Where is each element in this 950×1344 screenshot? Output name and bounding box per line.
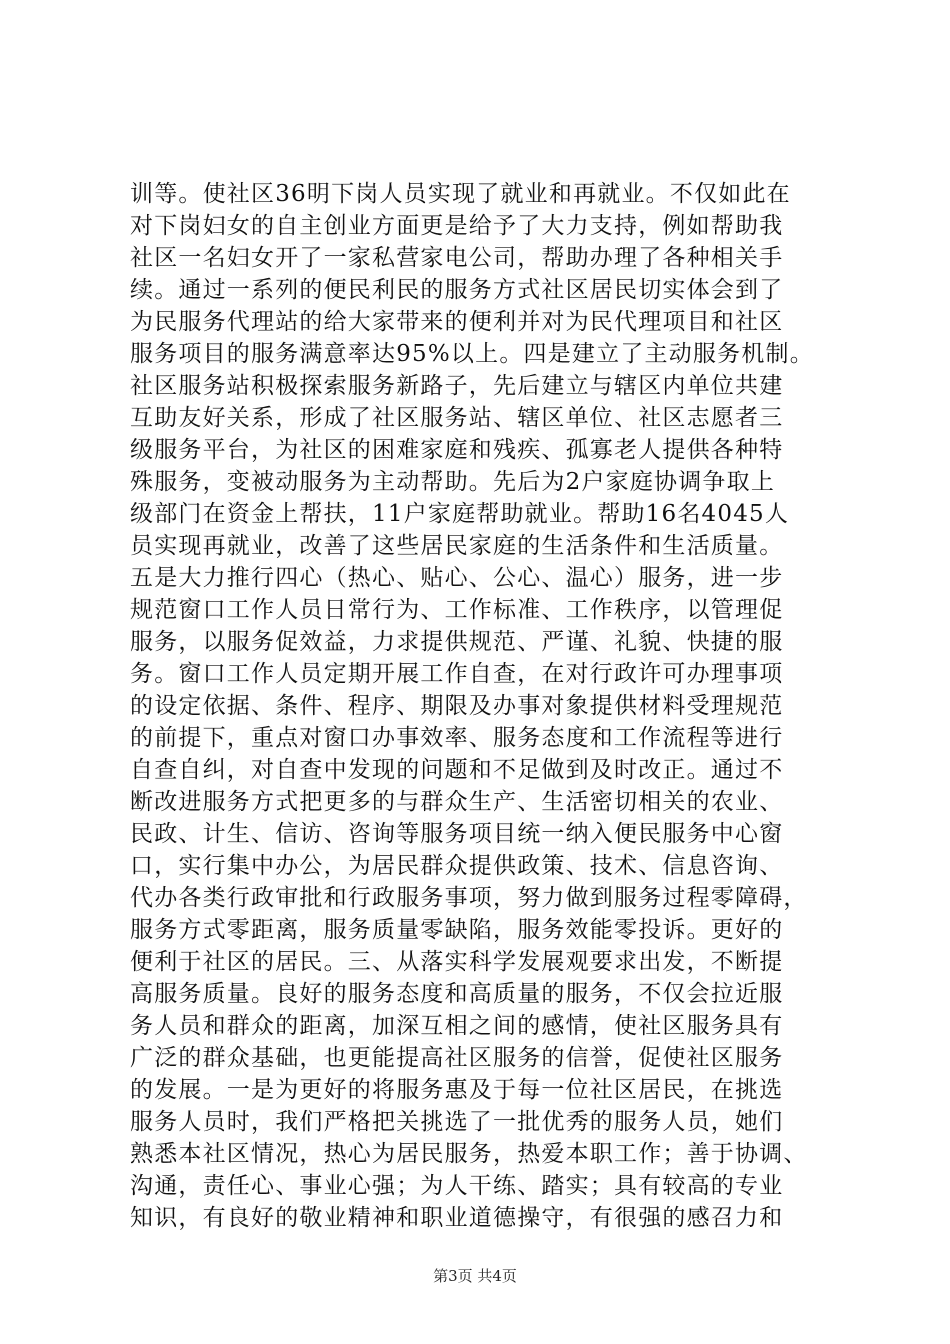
text-line: 自查自纠，对自查中发现的问题和不足做到及时改正。通过不 xyxy=(130,757,784,783)
body-text xyxy=(130,178,850,1234)
text-line: 服务方式零距离，服务质量零缺陷，服务效能零投诉。更好的 xyxy=(130,917,784,943)
text-line: 便利于社区的居民。三、从落实科学发展观要求出发，不断提 xyxy=(130,949,784,975)
page-footer: 第3页 共4页 xyxy=(433,1267,517,1285)
text-line: 熟悉本社区情况，热心为居民服务，热爱本职工作；善于协调、 xyxy=(130,1141,808,1167)
text-line: 级部门在资金上帮扶，11户家庭帮助就业。帮助16名4045人 xyxy=(130,501,790,527)
text-line: 代办各类行政审批和行政服务事项，努力做到服务过程零障碍， xyxy=(130,885,808,911)
text-line: 服务人员时，我们严格把关挑选了一批优秀的服务人员，她们 xyxy=(130,1109,784,1135)
text-line: 的设定依据、条件、程序、期限及办事对象提供材料受理规范 xyxy=(130,693,784,719)
text-line: 断改进服务方式把更多的与群众生产、生活密切相关的农业、 xyxy=(130,789,784,815)
text-line: 服务，以服务促效益，力求提供规范、严谨、礼貌、快捷的服 xyxy=(130,629,784,655)
text-line: 务。窗口工作人员定期开展工作自查，在对行政许可办理事项 xyxy=(130,661,784,687)
text-line: 训等。使社区36明下岗人员实现了就业和再就业。不仅如此在 xyxy=(130,181,791,207)
text-line: 为民服务代理站的给大家带来的便利并对为民代理项目和社区 xyxy=(130,309,784,335)
text-line: 社区一名妇女开了一家私营家电公司，帮助办理了各种相关手 xyxy=(130,245,784,271)
text-line: 沟通，责任心、事业心强；为人干练、踏实；具有较高的专业 xyxy=(130,1173,784,1199)
text-line: 员实现再就业，改善了这些居民家庭的生活条件和生活质量。 xyxy=(130,533,784,559)
text-line: 级服务平台，为社区的困难家庭和残疾、孤寡老人提供各种特 xyxy=(130,437,784,463)
text-line: 续。通过一系列的便民利民的服务方式社区居民切实体会到了 xyxy=(130,277,784,303)
text-line: 的发展。一是为更好的将服务惠及于每一位社区居民，在挑选 xyxy=(130,1077,784,1103)
text-line: 对下岗妇女的自主创业方面更是给予了大力支持，例如帮助我 xyxy=(130,213,784,239)
text-line: 广泛的群众基础，也更能提高社区服务的信誉，促使社区服务 xyxy=(130,1045,784,1071)
text-line: 民政、计生、信访、咨询等服务项目统一纳入便民服务中心窗 xyxy=(130,821,784,847)
text-line: 服务项目的服务满意率达95%以上。四是建立了主动服务机制。 xyxy=(130,341,814,367)
text-line: 五是大力推行四心（热心、贴心、公心、温心）服务，进一步 xyxy=(130,565,784,591)
text-line: 殊服务，变被动服务为主动帮助。先后为2户家庭协调争取上 xyxy=(130,469,776,495)
text-line: 知识，有良好的敬业精神和职业道德操守，有很强的感召力和 xyxy=(130,1205,784,1231)
text-line: 口，实行集中办公，为居民群众提供政策、技术、信息咨询、 xyxy=(130,853,784,879)
text-line: 务人员和群众的距离，加深互相之间的感情，使社区服务具有 xyxy=(130,1013,784,1039)
text-line: 社区服务站积极探索服务新路子，先后建立与辖区内单位共建 xyxy=(130,373,784,399)
text-line: 互助友好关系，形成了社区服务站、辖区单位、社区志愿者三 xyxy=(130,405,784,431)
text-line: 高服务质量。良好的服务态度和高质量的服务，不仅会拉近服 xyxy=(130,981,784,1007)
text-line: 规范窗口工作人员日常行为、工作标准、工作秩序，以管理促 xyxy=(130,597,784,623)
text-line: 的前提下，重点对窗口办事效率、服务态度和工作流程等进行 xyxy=(130,725,784,751)
